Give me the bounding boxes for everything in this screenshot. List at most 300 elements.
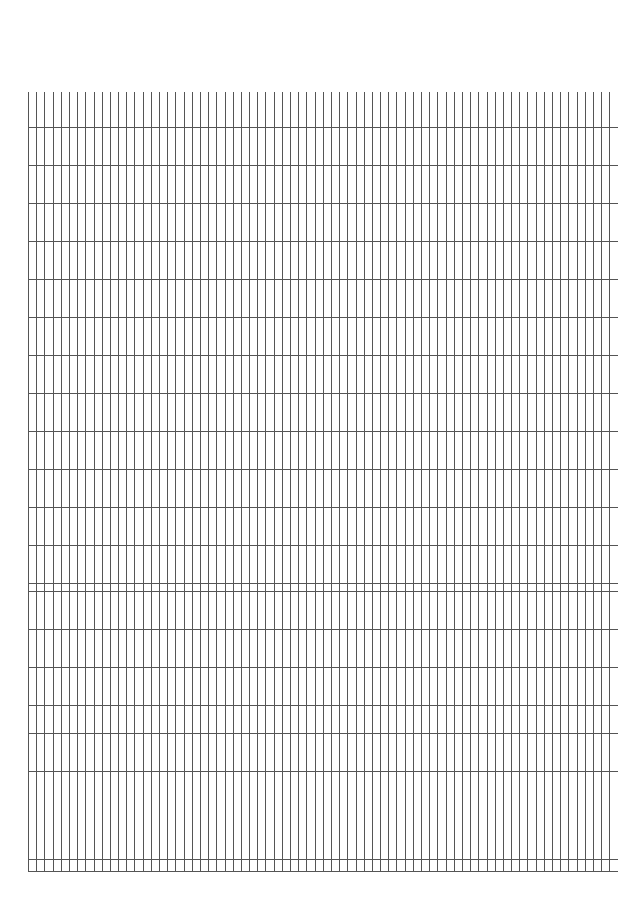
value-cell xyxy=(356,280,364,318)
table-row xyxy=(274,92,282,872)
value-cell xyxy=(528,166,536,204)
value-cell xyxy=(217,546,225,584)
value-cell xyxy=(577,280,585,318)
value-cell xyxy=(53,508,61,546)
value-cell xyxy=(422,592,430,630)
value-cell xyxy=(241,470,249,508)
value-cell xyxy=(487,166,495,204)
value-cell xyxy=(422,128,430,166)
value-cell xyxy=(544,630,552,668)
value-cell xyxy=(250,592,258,630)
value-cell xyxy=(356,394,364,432)
row-label-cell xyxy=(446,772,454,860)
value-cell xyxy=(323,394,331,432)
row-index-cell xyxy=(471,860,479,872)
value-cell xyxy=(471,508,479,546)
value-cell xyxy=(127,318,135,356)
value-cell xyxy=(520,204,528,242)
value-cell xyxy=(364,668,372,706)
value-cell xyxy=(413,128,421,166)
value-cell xyxy=(78,546,86,584)
value-cell xyxy=(593,546,601,584)
value-cell xyxy=(593,280,601,318)
row-label-cell xyxy=(233,772,241,860)
value-cell xyxy=(610,356,618,394)
value-cell xyxy=(331,318,339,356)
value-cell xyxy=(512,668,520,706)
value-cell xyxy=(610,318,618,356)
value-cell xyxy=(69,356,77,394)
value-cell xyxy=(53,242,61,280)
value-cell xyxy=(61,630,69,668)
row-label-cell xyxy=(331,772,339,860)
value-cell xyxy=(430,432,438,470)
value-cell xyxy=(553,92,561,128)
value-cell xyxy=(184,584,192,592)
value-cell xyxy=(512,280,520,318)
value-cell xyxy=(209,734,217,772)
row-index-cell xyxy=(528,860,536,872)
value-cell xyxy=(422,584,430,592)
value-cell xyxy=(602,432,610,470)
value-cell xyxy=(413,630,421,668)
value-cell xyxy=(110,584,118,592)
value-cell xyxy=(544,128,552,166)
value-cell xyxy=(561,318,569,356)
value-cell xyxy=(495,432,503,470)
value-cell xyxy=(299,204,307,242)
value-cell xyxy=(258,734,266,772)
value-cell xyxy=(86,668,94,706)
value-cell xyxy=(217,204,225,242)
row-index-cell xyxy=(135,860,143,872)
row-label-cell xyxy=(503,772,511,860)
value-cell xyxy=(471,470,479,508)
value-cell xyxy=(495,668,503,706)
value-cell xyxy=(389,592,397,630)
value-cell xyxy=(184,630,192,668)
value-cell xyxy=(274,92,282,128)
value-cell xyxy=(250,204,258,242)
value-cell xyxy=(528,630,536,668)
value-cell xyxy=(176,432,184,470)
value-cell xyxy=(610,734,618,772)
value-cell xyxy=(266,242,274,280)
value-cell xyxy=(29,546,37,584)
value-cell xyxy=(405,734,413,772)
row-index-cell xyxy=(241,860,249,872)
value-cell xyxy=(250,394,258,432)
value-cell xyxy=(291,166,299,204)
value-cell xyxy=(119,394,127,432)
value-cell xyxy=(602,280,610,318)
value-cell xyxy=(438,128,446,166)
row-label-cell xyxy=(405,772,413,860)
value-cell xyxy=(69,508,77,546)
value-cell xyxy=(413,734,421,772)
value-cell xyxy=(94,318,102,356)
value-cell xyxy=(561,546,569,584)
value-cell xyxy=(454,318,462,356)
value-cell xyxy=(241,242,249,280)
value-cell xyxy=(561,356,569,394)
value-cell xyxy=(119,470,127,508)
value-cell xyxy=(331,204,339,242)
row-index-cell xyxy=(577,860,585,872)
value-cell xyxy=(479,204,487,242)
value-cell xyxy=(479,668,487,706)
value-cell xyxy=(266,394,274,432)
value-cell xyxy=(78,92,86,128)
value-cell xyxy=(160,166,168,204)
value-cell xyxy=(553,432,561,470)
value-cell xyxy=(61,706,69,734)
value-cell xyxy=(512,204,520,242)
table-row xyxy=(200,92,208,872)
value-cell xyxy=(340,166,348,204)
value-cell xyxy=(45,318,53,356)
value-cell xyxy=(389,432,397,470)
value-cell xyxy=(176,668,184,706)
value-cell xyxy=(528,706,536,734)
value-cell xyxy=(438,242,446,280)
value-cell xyxy=(487,394,495,432)
row-index-cell xyxy=(110,860,118,872)
value-cell xyxy=(119,584,127,592)
value-cell xyxy=(127,166,135,204)
value-cell xyxy=(471,318,479,356)
value-cell xyxy=(176,706,184,734)
value-cell xyxy=(258,668,266,706)
table-row xyxy=(250,92,258,872)
value-cell xyxy=(446,470,454,508)
value-cell xyxy=(430,630,438,668)
value-cell xyxy=(266,280,274,318)
value-cell xyxy=(209,318,217,356)
value-cell xyxy=(119,734,127,772)
value-cell xyxy=(176,734,184,772)
value-cell xyxy=(266,546,274,584)
value-cell xyxy=(520,584,528,592)
value-cell xyxy=(291,470,299,508)
value-cell xyxy=(372,432,380,470)
value-cell xyxy=(340,394,348,432)
value-cell xyxy=(422,630,430,668)
value-cell xyxy=(135,668,143,706)
value-cell xyxy=(454,668,462,706)
value-cell xyxy=(446,668,454,706)
row-label-cell xyxy=(241,772,249,860)
value-cell xyxy=(78,584,86,592)
value-cell xyxy=(61,584,69,592)
value-cell xyxy=(110,318,118,356)
value-cell xyxy=(78,128,86,166)
value-cell xyxy=(307,546,315,584)
row-index-cell xyxy=(143,860,151,872)
row-label-cell xyxy=(274,772,282,860)
value-cell xyxy=(299,546,307,584)
value-cell xyxy=(176,318,184,356)
value-cell xyxy=(127,92,135,128)
value-cell xyxy=(577,706,585,734)
value-cell xyxy=(438,356,446,394)
value-cell xyxy=(356,592,364,630)
value-cell xyxy=(413,508,421,546)
value-cell xyxy=(200,706,208,734)
value-cell xyxy=(610,584,618,592)
value-cell xyxy=(86,280,94,318)
value-cell xyxy=(602,128,610,166)
value-cell xyxy=(610,508,618,546)
value-cell xyxy=(503,706,511,734)
value-cell xyxy=(151,706,159,734)
value-cell xyxy=(413,92,421,128)
value-cell xyxy=(282,394,290,432)
value-cell xyxy=(520,166,528,204)
value-cell xyxy=(291,432,299,470)
value-cell xyxy=(151,204,159,242)
table-row xyxy=(561,92,569,872)
value-cell xyxy=(446,584,454,592)
value-cell xyxy=(340,128,348,166)
value-cell xyxy=(192,470,200,508)
value-cell xyxy=(446,166,454,204)
value-cell xyxy=(299,630,307,668)
value-cell xyxy=(61,546,69,584)
value-cell xyxy=(544,734,552,772)
value-cell xyxy=(585,470,593,508)
value-cell xyxy=(233,92,241,128)
value-cell xyxy=(528,508,536,546)
table-row xyxy=(430,92,438,872)
value-cell xyxy=(225,668,233,706)
value-cell xyxy=(340,706,348,734)
table-row xyxy=(94,92,102,872)
value-cell xyxy=(569,280,577,318)
table-row xyxy=(487,92,495,872)
value-cell xyxy=(471,432,479,470)
value-cell xyxy=(184,318,192,356)
value-cell xyxy=(454,128,462,166)
value-cell xyxy=(405,318,413,356)
row-label-cell xyxy=(78,772,86,860)
value-cell xyxy=(544,394,552,432)
value-cell xyxy=(520,470,528,508)
value-cell xyxy=(553,508,561,546)
value-cell xyxy=(151,508,159,546)
value-cell xyxy=(266,706,274,734)
value-cell xyxy=(102,166,110,204)
value-cell xyxy=(209,242,217,280)
value-cell xyxy=(569,204,577,242)
value-cell xyxy=(274,242,282,280)
row-index-cell xyxy=(446,860,454,872)
value-cell xyxy=(241,280,249,318)
value-cell xyxy=(553,318,561,356)
value-cell xyxy=(471,706,479,734)
value-cell xyxy=(299,584,307,592)
value-cell xyxy=(348,734,356,772)
value-cell xyxy=(331,706,339,734)
value-cell xyxy=(217,280,225,318)
value-cell xyxy=(348,584,356,592)
value-cell xyxy=(86,432,94,470)
value-cell xyxy=(495,546,503,584)
value-cell xyxy=(462,128,470,166)
value-cell xyxy=(110,128,118,166)
row-index-cell xyxy=(561,860,569,872)
table-row xyxy=(241,92,249,872)
value-cell xyxy=(209,470,217,508)
value-cell xyxy=(454,734,462,772)
value-cell xyxy=(168,470,176,508)
row-label-cell xyxy=(471,772,479,860)
value-cell xyxy=(37,668,45,706)
value-cell xyxy=(315,394,323,432)
value-cell xyxy=(176,356,184,394)
value-cell xyxy=(553,630,561,668)
value-cell xyxy=(569,432,577,470)
value-cell xyxy=(217,394,225,432)
value-cell xyxy=(413,432,421,470)
value-cell xyxy=(53,394,61,432)
row-index-cell xyxy=(86,860,94,872)
value-cell xyxy=(585,128,593,166)
value-cell xyxy=(168,318,176,356)
value-cell xyxy=(553,356,561,394)
value-cell xyxy=(250,128,258,166)
value-cell xyxy=(454,630,462,668)
value-cell xyxy=(307,166,315,204)
row-label-cell xyxy=(86,772,94,860)
row-label-cell xyxy=(610,772,618,860)
value-cell xyxy=(454,584,462,592)
value-cell xyxy=(471,584,479,592)
value-cell xyxy=(438,432,446,470)
value-cell xyxy=(610,706,618,734)
value-cell xyxy=(209,356,217,394)
value-cell xyxy=(471,356,479,394)
value-cell xyxy=(553,546,561,584)
value-cell xyxy=(119,706,127,734)
value-cell xyxy=(503,280,511,318)
value-cell xyxy=(168,166,176,204)
value-cell xyxy=(405,356,413,394)
value-cell xyxy=(462,592,470,630)
value-cell xyxy=(331,92,339,128)
value-cell xyxy=(520,128,528,166)
table-row xyxy=(340,92,348,872)
value-cell xyxy=(127,546,135,584)
value-cell xyxy=(397,394,405,432)
value-cell xyxy=(192,166,200,204)
value-cell xyxy=(200,394,208,432)
value-cell xyxy=(315,204,323,242)
value-cell xyxy=(397,734,405,772)
row-label-cell xyxy=(61,772,69,860)
value-cell xyxy=(413,166,421,204)
value-cell xyxy=(135,166,143,204)
value-cell xyxy=(184,92,192,128)
value-cell xyxy=(266,734,274,772)
value-cell xyxy=(69,706,77,734)
value-cell xyxy=(389,166,397,204)
table-row xyxy=(536,92,544,872)
table-row xyxy=(37,92,45,872)
value-cell xyxy=(577,394,585,432)
value-cell xyxy=(438,204,446,242)
value-cell xyxy=(569,128,577,166)
value-cell xyxy=(323,166,331,204)
value-cell xyxy=(78,592,86,630)
value-cell xyxy=(413,470,421,508)
value-cell xyxy=(69,592,77,630)
value-cell xyxy=(544,546,552,584)
value-cell xyxy=(381,546,389,584)
value-cell xyxy=(127,584,135,592)
value-cell xyxy=(29,356,37,394)
value-cell xyxy=(53,734,61,772)
value-cell xyxy=(78,668,86,706)
table-row xyxy=(372,92,380,872)
value-cell xyxy=(233,668,241,706)
table-row xyxy=(233,92,241,872)
value-cell xyxy=(151,280,159,318)
value-cell xyxy=(331,734,339,772)
value-cell xyxy=(561,128,569,166)
row-label-cell xyxy=(561,772,569,860)
value-cell xyxy=(209,280,217,318)
value-cell xyxy=(192,280,200,318)
value-cell xyxy=(430,242,438,280)
value-cell xyxy=(225,280,233,318)
value-cell xyxy=(446,356,454,394)
value-cell xyxy=(372,242,380,280)
value-cell xyxy=(307,592,315,630)
value-cell xyxy=(209,394,217,432)
value-cell xyxy=(561,92,569,128)
value-cell xyxy=(29,318,37,356)
value-cell xyxy=(61,318,69,356)
value-cell xyxy=(446,592,454,630)
value-cell xyxy=(536,432,544,470)
value-cell xyxy=(102,432,110,470)
value-cell xyxy=(233,508,241,546)
value-cell xyxy=(536,470,544,508)
value-cell xyxy=(389,242,397,280)
value-cell xyxy=(61,280,69,318)
value-cell xyxy=(602,356,610,394)
value-cell xyxy=(331,242,339,280)
value-cell xyxy=(438,734,446,772)
value-cell xyxy=(585,584,593,592)
value-cell xyxy=(381,706,389,734)
value-cell xyxy=(512,470,520,508)
value-cell xyxy=(217,630,225,668)
value-cell xyxy=(176,280,184,318)
table-row xyxy=(86,92,94,872)
value-cell xyxy=(512,242,520,280)
value-cell xyxy=(446,242,454,280)
value-cell xyxy=(160,668,168,706)
value-cell xyxy=(168,394,176,432)
value-cell xyxy=(299,92,307,128)
value-cell xyxy=(135,706,143,734)
value-cell xyxy=(520,508,528,546)
value-cell xyxy=(200,280,208,318)
value-cell xyxy=(94,508,102,546)
value-cell xyxy=(585,394,593,432)
